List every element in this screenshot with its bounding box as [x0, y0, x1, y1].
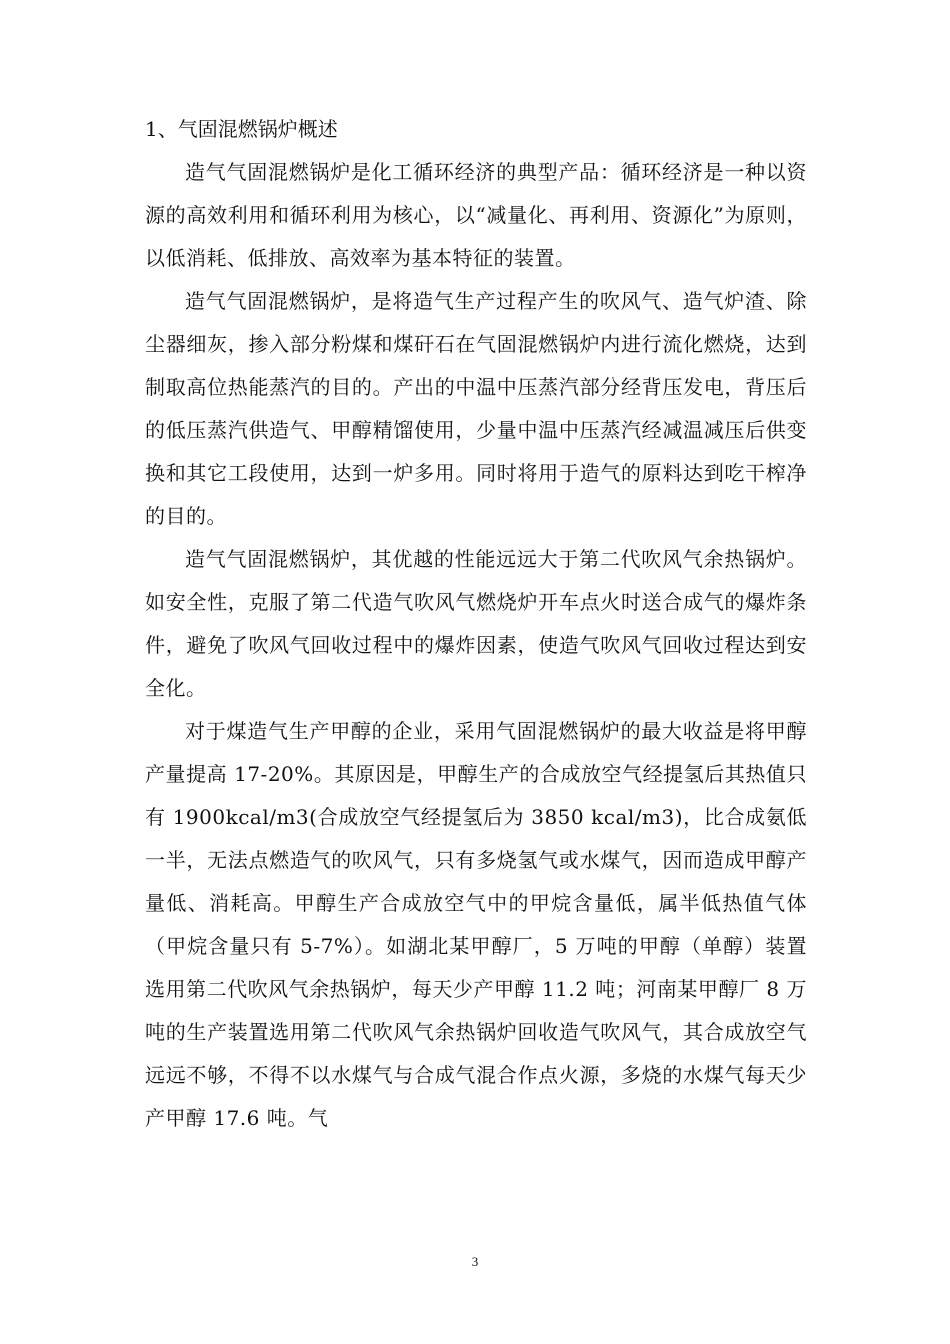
paragraph-3: 造气气固混燃锅炉，其优越的性能远远大于第二代吹风气余热锅炉。如安全性，克服了第二代造气吹风气燃烧炉开车点火时送合成气的爆炸条件，避免了吹风气回收过程中的爆炸因素，使造气吹风气回收过程达到安全化。	[145, 547, 807, 700]
paragraph-2: 造气气固混燃锅炉，是将造气生产过程产生的吹风气、造气炉渣、除尘器细灰，掺入部分粉煤和煤矸石在气固混燃锅炉内进行流化燃烧，达到制取高位热能蒸汽的目的。产出的中温中压蒸汽部分经背压发电，背压后的低压蒸汽供造气、甲醇精馏使用，少量中温中压蒸汽经减温减压后供变换和其它工段使用，达到一炉多用。同时将用于造气的原料达到吃干榨净的目的。	[145, 289, 807, 528]
section-heading: 1、气固混燃锅炉概述	[145, 117, 338, 141]
paragraph-4: 对于煤造气生产甲醇的企业，采用气固混燃锅炉的最大收益是将甲醇产量提高 17-20%。其原因是，甲醇生产的合成放空气经提氢后其热值只有 1900kcal/m3(合成放空气经提氢后为 3850 kcal/m3)，比合成氨低一半，无法点燃造气的吹风气，只有多烧氢气或水煤气，因而造成甲醇产量低、消耗高。甲醇生产合成放空气中的甲烷含量低，属半低热值气体（甲烷含量只有 5-7%）。如湖北某甲醇厂，5 万吨的甲醇（单醇）装置选用第二代吹风气余热锅炉，每天少产甲醇 11.2 吨；河南某甲醇厂 8 万吨的生产装置选用第二代吹风气余热锅炉回收造气吹风气，其合成放空气远远不够，不得不以水煤气与合成气混合作点火源，多烧的水煤气每天少产甲醇 17.6 吨。气	[145, 719, 807, 1130]
paragraph-1: 造气气固混燃锅炉是化工循环经济的典型产品：循环经济是一种以资源的高效利用和循环利用为核心，以“减量化、再利用、资源化”为原则，以低消耗、低排放、高效率为基本特征的装置。	[145, 160, 807, 270]
page-number: 3	[471, 1254, 479, 1269]
body-text	[145, 108, 807, 1140]
